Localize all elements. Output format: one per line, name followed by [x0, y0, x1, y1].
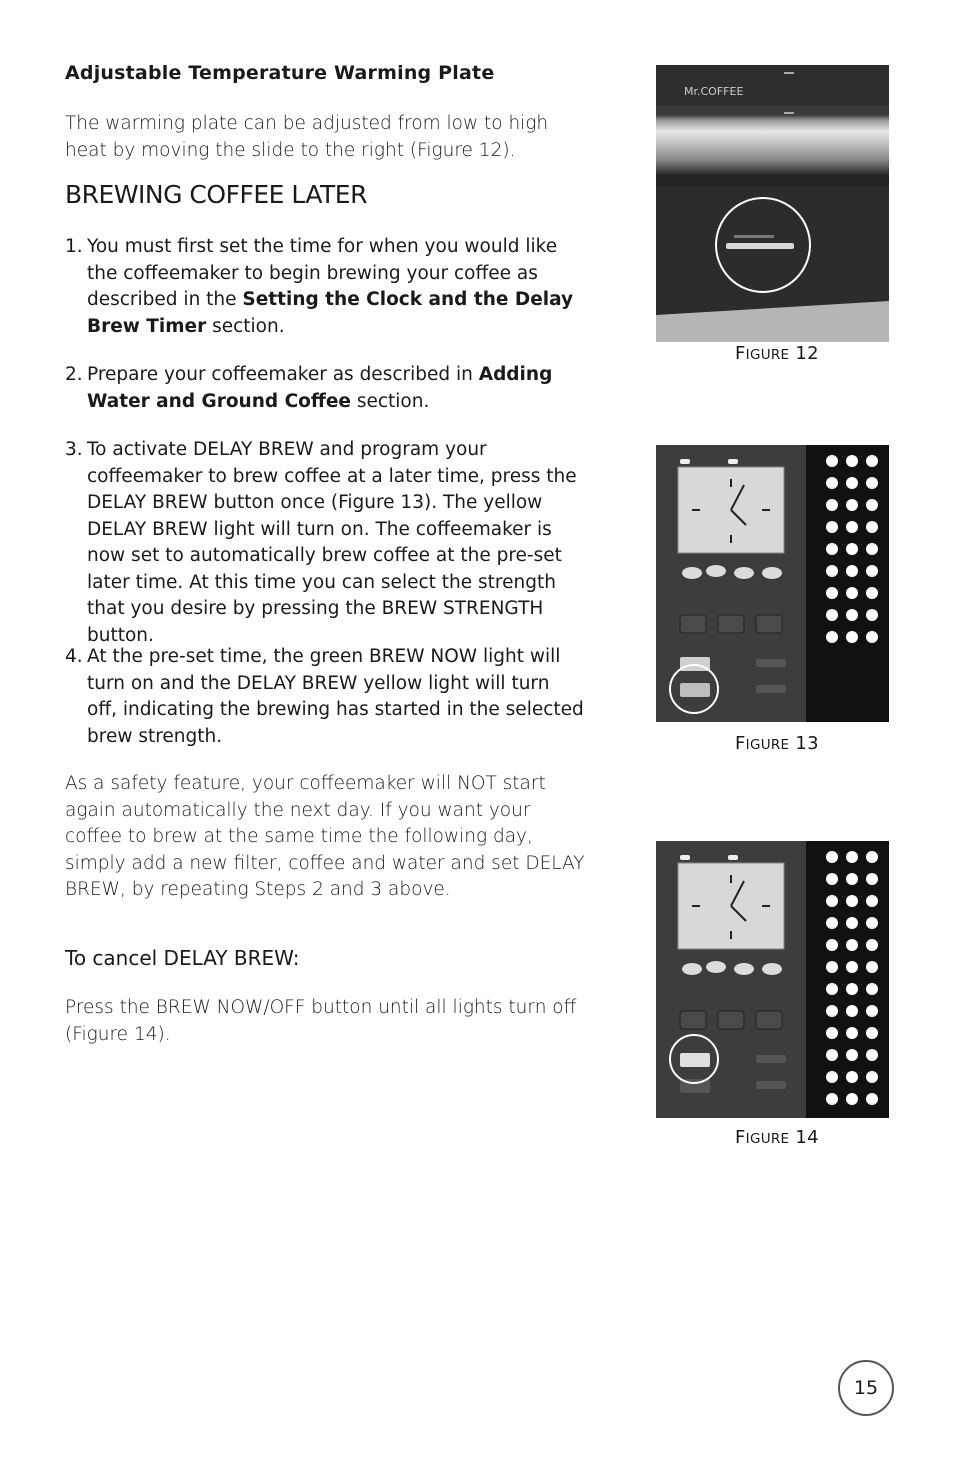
step-number: 1.	[65, 236, 83, 257]
step-text: To activate DELAY BREW and program your coffeemaker to brew coffee at a later time, press the DELAY BREW button once (Figure 13). The yellow DELAY BREW light will turn on. The coffeemaker is now set to automatically brew coffee at the pre-set later time. At this time you can select the strength that you desire by pressing the BREW STRENGTH button.	[87, 439, 577, 646]
figure-13-image	[656, 445, 889, 722]
section-heading-brewing-later: BREWING COFFEE LATER	[65, 180, 367, 209]
figure-12-illustration	[656, 65, 889, 342]
figure-13-caption: FIGURE 13	[735, 733, 819, 754]
figure-14-illustration	[656, 841, 889, 1118]
step-item	[65, 362, 585, 415]
cancel-paragraph: Press the BREW NOW/OFF button until all lights turn off (Figure 14).	[65, 997, 577, 1045]
step-item	[65, 437, 585, 649]
step-number: 2.	[65, 364, 83, 385]
step-text: You must first set the time for when you would like the coffeemaker to begin brewing your coffee as described in the Setting the Clock and the Delay Brew Timer section.	[87, 236, 574, 337]
step-item	[65, 644, 585, 750]
figure-12-caption: FIGURE 12	[735, 343, 819, 364]
step-item	[65, 234, 585, 340]
step-number: 3.	[65, 439, 83, 460]
page-number: 15	[838, 1360, 894, 1416]
figure-14-image	[656, 841, 889, 1118]
step-text: Prepare your coffeemaker as described in Adding Water and Ground Coffee section.	[87, 364, 553, 412]
figure-12-image	[656, 65, 889, 342]
cancel-heading: To cancel DELAY BREW:	[65, 946, 300, 970]
step-number: 4.	[65, 646, 83, 667]
step-text: At the pre-set time, the green BREW NOW light will turn on and the DELAY BREW yellow light will turn off, indicating the brewing has started in the selected brew strength.	[87, 646, 584, 747]
figure-14-caption: FIGURE 14	[735, 1127, 819, 1148]
warming-plate-paragraph: The warming plate can be adjusted from low to high heat by moving the slide to the right (Figure 12).	[65, 113, 549, 161]
section-heading-warming-plate: Adjustable Temperature Warming Plate	[65, 62, 495, 84]
safety-paragraph: As a safety feature, your coffeemaker will NOT start again automatically the next day. If you want your coffee to brew at the same time the following day, simply add a new filter, coffee and water and set DELAY BREW, by repeating Steps 2 and 3 above.	[65, 773, 585, 900]
svg-text:Mr.COFFEE: Mr.COFFEE	[684, 85, 744, 98]
figure-13-illustration	[656, 445, 889, 722]
